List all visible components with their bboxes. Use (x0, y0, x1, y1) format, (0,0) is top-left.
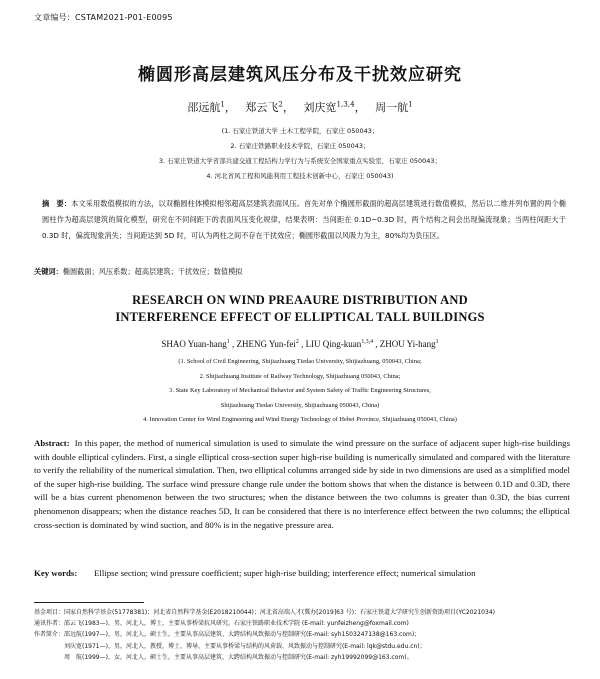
author-affiliation-mark: 1 (435, 339, 439, 345)
footnote-text: 周 航(1999—)，女，河北人，硕士生，主要从事高层建筑、大跨结构风致振动与控制研究(E-mail: zyh19992099@163.com)。 (64, 653, 413, 661)
document-number: 文章编号：CSTAM2021-P01-E0095 (34, 13, 173, 22)
footnote-label: 通讯作者： (34, 620, 65, 628)
keywords-text: 椭圆截面；风压系数；超高层建筑；干扰效应；数值模拟 (62, 267, 243, 276)
author-name: 周一航 (375, 101, 409, 114)
affiliation-line: (1. School of Civil Engineering, Shijiazhuang Tiedao University, Shijiazhuang, 050043, China; (178, 358, 422, 365)
chinese-abstract (42, 196, 566, 244)
affiliation-line: 4. 河北省风工程和风能利用工程技术创新中心，石家庄 050043) (206, 172, 394, 180)
author-name: ZHENG Yun-fei (236, 339, 296, 349)
english-keywords (34, 567, 570, 580)
author-affiliation-mark: 1 (408, 99, 413, 109)
author-name: 郑云飞 (245, 101, 279, 114)
footnote-label: 基金项目： (34, 609, 65, 616)
affiliation-line: 3. 石家庄铁道大学省部共建交通工程结构力学行为与系统安全国家重点实验室，石家庄 050043； (158, 157, 442, 165)
chinese-authors (0, 99, 600, 115)
abstract-text: 本文采用数值模拟的方法，以双椭圆柱体模拟相邻超高层建筑表面风压。首先对单个椭圆形截面的超高层建筑进行数值模拟，然后以二维并列布置的两个椭圆柱作为超高层建筑的简化模型，研究在不同间距下的表面风压变化规律，结果表明：当间距在 0.1D~0.3D 时，两个结构之间会出现偏流现象；当两柱间距大于 0.3D 时，偏流现象消失；当间距达到 5D 时，可认为两柱之间不存在干扰效应；椭圆形截面以风吸力为主，80%均为负压区。 (42, 199, 566, 240)
chinese-affiliations (0, 124, 600, 184)
affiliation-line: 2. 石家庄铁路职业技术学院，石家庄 050043； (230, 142, 370, 150)
author-name: ZHOU Yi-hang (379, 339, 436, 349)
english-abstract (34, 437, 570, 532)
author-name: 刘庆宽 (303, 101, 337, 114)
affiliation-line: Shijiazhuang Tiedao University, Shijiazhuang 050043, China) (220, 401, 380, 409)
title-line: RESEARCH ON WIND PREAAURE DISTRIBUTION AND (132, 293, 468, 307)
author-separator: , (298, 339, 306, 349)
english-authors (0, 339, 600, 349)
footnote-label (34, 641, 64, 652)
footnote-label: 作者简介： (34, 631, 65, 639)
author-separator: ， (224, 101, 236, 114)
affiliation-line: 4. Innovation Center for Wind Engineering and Wind Energy Technology of Hebei Province, Shijiazhuang 050043, China) (143, 416, 457, 423)
abstract-text: In this paper, the method of numerical simulation is used to simulate the wind pressure on the surface of adjacent super high-rise buildings with double elliptical cylinders. First, a single elliptical cross-section super high-rise building is numerically simulated and compared with the literature to verify the reliability of the numerical simulation. Then, two elliptical columns arranged side by side in two dimensions are used as a simplified model of the super high-rise building. The surface wind pressure change rule under the bottom shows that when the distance is between 0.1D and 0.3D, there will be a bias current phenomenon between the two structures; when the distance between the two columns is greater than 0.3D, the bias current phenomenon disappears; when the distance reaches 5D, It can be considered that there is no interference effect between the two columns; the elliptical cross-section is dominated by wind suction, and 80% is in the negative pressure area. (34, 438, 570, 530)
author-affiliation-mark: 1 (226, 339, 230, 345)
author-affiliation-mark: 1,3,4 (361, 339, 373, 345)
author-name: LIU Qing-kuan (305, 339, 362, 349)
author-separator: ， (354, 101, 366, 114)
keywords-label: 关键词： (34, 267, 63, 276)
abstract-label: 摘 要： (42, 199, 72, 208)
footnotes (34, 607, 574, 663)
author-affiliation-mark: 1,3,4 (336, 99, 355, 109)
keywords-text: Ellipse section; wind pressure coefficient; super high-rise building; interference effect; numerical simulation (94, 568, 476, 578)
footnote (34, 629, 574, 640)
footnote (34, 607, 574, 618)
affiliation-line: (1. 石家庄铁道大学 土木工程学院，石家庄 050043； (221, 127, 379, 135)
author-affiliation-mark: 2 (278, 99, 283, 109)
affiliation-line: 3. State Key Laboratory of Mechanical Behavior and System Safety of Traffic Engineering Structures, (169, 387, 431, 394)
author-separator: ， (282, 101, 294, 114)
chinese-title: 椭圆形高层建筑风压分布及干扰效应研究 (138, 65, 462, 85)
footnote-text: 刘庆宽(1971—)，男，河北人，教授，博士，博导，主要从事桥梁与结构的风荷载、风致振动与控制研究(E-mail: lqk@stdu.edu.cn)； (64, 642, 426, 650)
title-line: INTERFERENCE EFFECT OF ELLIPTICAL TALL BUILDINGS (115, 310, 485, 324)
footnote (34, 652, 574, 663)
footnote-label (34, 652, 64, 663)
footnote-text: 邵云飞(1983—)，男，河北人，博士，主要从事桥梁抗风研究。石家庄铁路职业技术学院 (E-mail: yunfeizheng@foxmail.com) (64, 620, 409, 628)
english-affiliations (0, 355, 600, 428)
author-separator: , (229, 339, 237, 349)
keywords-label: Key words: (34, 568, 78, 578)
footnote-divider (34, 602, 144, 603)
author-affiliation-mark: 1 (220, 99, 225, 109)
author-affiliation-mark: 2 (295, 339, 299, 345)
author-name: SHAO Yuan-hang (161, 339, 227, 349)
footnote (34, 641, 574, 652)
author-separator: , (373, 339, 380, 349)
english-title (0, 292, 600, 326)
chinese-keywords (34, 267, 566, 277)
affiliation-line: 2. Shijiazhuang Institute of Railway Technology, Shijiazhuang 050043, China; (199, 372, 401, 380)
footnote (34, 618, 574, 629)
footnote-text: 邵远航(1997—)，男，河北人，硕士生，主要从事高层建筑、大跨结构风致振动与控制研究(E-mail: syh1503247138@163.com)； (64, 631, 421, 639)
author-name: 邵远航 (187, 101, 221, 114)
footnote-text: 国家自然科学基金(51778381)；河北省自然科学基金(E2018210044)；河北省高端人才(冀办[2019]63 号)；石家庄铁道大学研究生创新资助项目(YC2021034) (64, 609, 495, 616)
abstract-label: Abstract: (34, 438, 70, 448)
